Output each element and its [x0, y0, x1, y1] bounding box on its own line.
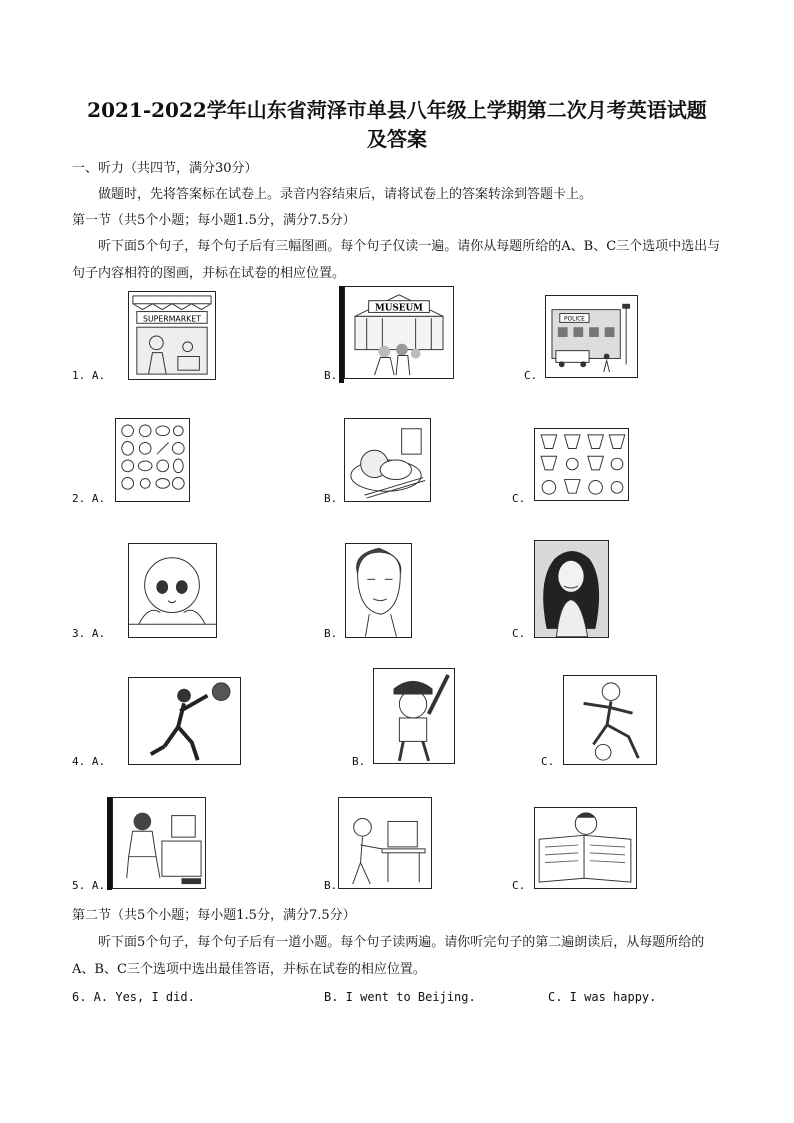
- q3-b-boy-image[interactable]: [345, 543, 412, 638]
- q4-c-label: C.: [541, 755, 555, 768]
- q1-c-police-station-image[interactable]: [545, 295, 638, 378]
- document-title: [60, 96, 734, 154]
- q1-b-museum-image[interactable]: [344, 286, 454, 379]
- q3-b-label: B.: [324, 627, 338, 640]
- section1-heading: 第一节（共5个小题；每小题1.5分，满分7.5分）: [72, 213, 356, 228]
- part1-instruction: 做题时，先将答案标在试卷上。录音内容结束后，请将试卷上的答案转涂到答题卡上。: [98, 187, 593, 202]
- supermarket-sign-text: SUPERMARKET: [143, 314, 201, 324]
- q5-b-computer-girl-image[interactable]: [338, 797, 432, 889]
- q3-c-woman-image[interactable]: [534, 540, 609, 638]
- part1-heading: 一、听力（共四节，满分30分）: [72, 161, 258, 176]
- police-sign-text: POLICE: [563, 316, 585, 323]
- q2-b-food-plate-image[interactable]: [344, 418, 431, 502]
- q1-c-label: C.: [524, 369, 538, 382]
- q5-b-label: B.: [324, 879, 338, 892]
- section1-instruction: 听下面5个句子，每个句子后有三幅图画。每个句子仅读一遍。请你从每题所给的A、B、C三个选项中选出与句子内容相符的图画，并标在试卷的相应位置。: [72, 239, 721, 281]
- q3-a-baby-image[interactable]: [128, 543, 217, 638]
- q4-b-label: B.: [352, 755, 366, 768]
- q2-c-label: C.: [512, 492, 526, 505]
- q4-b-baseball-image[interactable]: [373, 668, 455, 764]
- q4-c-soccer-image[interactable]: [563, 675, 657, 765]
- q2-a-vegetables-image[interactable]: [115, 418, 190, 502]
- q6-option-b[interactable]: B. I went to Beijing.: [324, 990, 476, 1004]
- q3-a-label: 3. A.: [72, 627, 106, 640]
- section2-instruction: 听下面5个句子，每个句子后有一道小题。每个句子读两遍。请你听完句子的第二遍朗读后，从每题所给的A、B、C三个选项中选出最佳答语，并标在试卷的相应位置。: [72, 935, 705, 977]
- q2-b-label: B.: [324, 492, 338, 505]
- title-line-2: 及答案: [367, 127, 427, 151]
- q4-a-basketball-image[interactable]: [128, 677, 241, 765]
- q5-c-newspaper-reader-image[interactable]: [534, 807, 637, 889]
- section2-heading: 第二节（共5个小题；每小题1.5分，满分7.5分）: [72, 908, 356, 923]
- q2-a-label: 2. A.: [72, 492, 106, 505]
- q1-a-supermarket-image[interactable]: [128, 291, 216, 380]
- q5-a-computer-user-image[interactable]: [112, 797, 206, 889]
- q2-c-drinks-image[interactable]: [534, 428, 629, 501]
- q1-b-label: B.: [324, 369, 338, 382]
- q4-a-label: 4. A.: [72, 755, 106, 768]
- q5-c-label: C.: [512, 879, 526, 892]
- q6-option-c[interactable]: C. I was happy.: [548, 990, 657, 1004]
- q3-c-label: C.: [512, 627, 526, 640]
- q6-option-a[interactable]: 6. A. Yes, I did.: [72, 990, 195, 1004]
- q1-a-label: 1. A.: [72, 369, 106, 382]
- title-line-1: 2021-2022学年山东省菏泽市单县八年级上学期第二次月考英语试题: [87, 98, 707, 122]
- q5-a-label: 5. A.: [72, 879, 106, 892]
- museum-sign-text: MUSEUM: [375, 303, 423, 314]
